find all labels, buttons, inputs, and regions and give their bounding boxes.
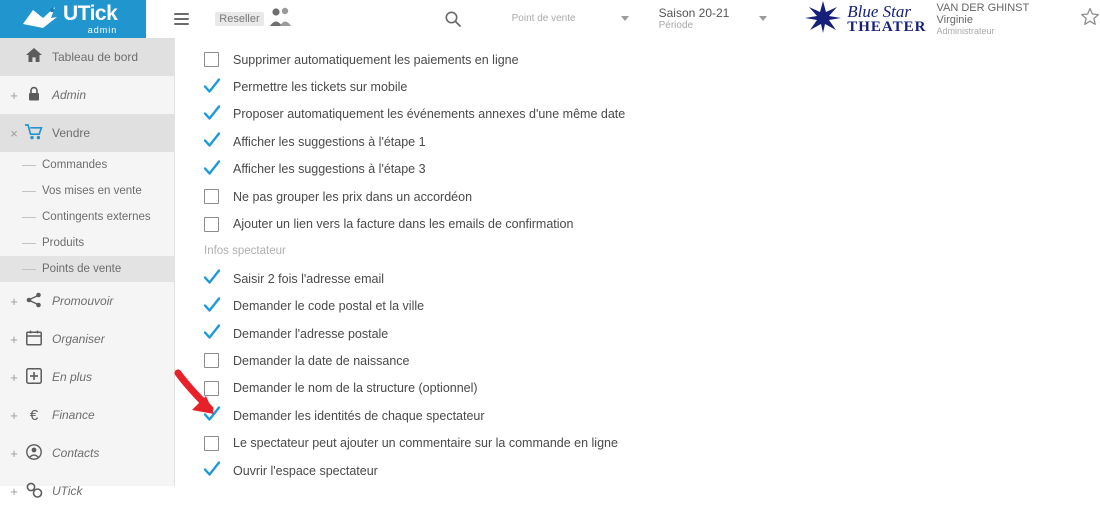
chevron-down-icon [621,16,629,21]
option-row[interactable] [204,347,1100,374]
sidebar-item-contacts[interactable] [0,434,174,472]
checkbox-checked[interactable] [204,326,219,341]
expander-plus[interactable]: + [10,407,18,423]
checkbox-unchecked[interactable] [204,52,219,67]
option-row[interactable] [204,128,1100,155]
option-label: Ouvrir l'espace spectateur [233,463,378,478]
brand-title: UTick [62,2,118,25]
option-label: Supprimer automatiquement les paiements en ligne [233,52,519,67]
sidebar-item-utick[interactable] [0,472,174,510]
tree-line [22,243,36,244]
sidebar-item-label: Vendre [52,126,91,140]
option-row[interactable] [204,457,1100,484]
sidebar-item-en-plus[interactable] [0,358,174,396]
share-icon [20,292,48,311]
option-label: Ajouter un lien vers la facture dans les emails de confirmation [233,217,574,232]
checkbox-checked[interactable] [204,463,219,478]
expander-plus[interactable]: + [10,445,18,461]
calendar-icon [20,330,48,349]
brand-logo-area[interactable] [0,0,146,38]
sidebar [0,38,175,499]
checkbox-checked[interactable] [204,80,219,95]
option-row[interactable] [204,156,1100,183]
reseller-selector[interactable] [215,6,293,33]
sidebar-item-label: Finance [52,408,95,422]
person-icon [20,444,48,463]
star-outline-icon[interactable] [1080,7,1100,32]
tree-line [22,217,36,218]
option-label: Demander les identités de chaque spectateur [233,408,485,423]
gear-icon [20,482,48,501]
expander-plus[interactable]: + [10,483,18,499]
hamburger-menu-icon[interactable] [174,10,189,28]
tree-line [22,269,36,270]
top-bar [0,0,1100,38]
expander-plus[interactable]: + [10,87,18,103]
sidebar-subitem-vos-mises-en-vente[interactable] [0,178,174,204]
option-row[interactable] [204,320,1100,347]
option-row[interactable] [204,429,1100,456]
sidebar-subitem-label: Produits [42,237,85,249]
point-de-vente-selector[interactable] [512,0,629,38]
sidebar-subitem-produits[interactable] [0,230,174,256]
options-list [176,38,1100,484]
option-label: Afficher les suggestions à l'étape 1 [233,134,426,149]
sidebar-item-label: Tableau de bord [52,50,139,64]
sidebar-item-admin[interactable] [0,76,174,114]
sidebar-item-finance[interactable] [0,396,174,434]
saison-selector[interactable] [659,0,768,38]
sidebar-subitem-label: Contingents externes [42,211,151,223]
settings-panel [176,38,1100,486]
checkbox-unchecked[interactable] [204,436,219,451]
tree-line [22,191,36,192]
checkbox-unchecked[interactable] [204,381,219,396]
plus-box-icon [20,368,48,387]
chevron-down-icon [759,16,767,21]
sidebar-item-label: En plus [52,370,93,384]
saison-value: Saison 20-21 [658,6,730,20]
user-menu[interactable] [937,0,1067,38]
sidebar-item-label: Organiser [52,332,105,346]
expander-plus[interactable]: + [10,369,18,385]
checkbox-checked[interactable] [204,134,219,149]
option-label: Afficher les suggestions à l'étape 3 [233,162,426,177]
search-icon[interactable] [444,10,462,28]
utick-bird-logo-icon [21,4,61,34]
checkbox-checked[interactable] [204,299,219,314]
option-row[interactable] [204,375,1100,402]
theater-line2: THEATER [847,19,927,35]
reseller-label: Reseller [215,12,263,26]
tree-line [22,165,36,166]
brand-logo [21,3,117,35]
option-row[interactable] [204,73,1100,100]
option-label: Proposer automatiquement les événements annexes d'une même date [233,107,626,122]
checkbox-unchecked[interactable] [204,189,219,204]
checkbox-checked[interactable] [204,107,219,122]
sidebar-subitem-label: Points de vente [42,263,122,275]
option-row[interactable] [204,293,1100,320]
option-row[interactable] [204,210,1100,237]
option-label: Demander le nom de la structure (optionnel) [233,381,478,396]
option-label: Demander le code postal et la ville [233,299,425,314]
user-role: Administrateur [936,26,995,36]
home-icon [20,48,48,66]
checkbox-checked[interactable] [204,408,219,423]
sidebar-item-label: Promouvoir [52,294,114,308]
vendre-submenu [0,152,174,282]
star-burst-icon [805,1,841,38]
sidebar-item-promouvoir[interactable] [0,282,174,320]
expander-plus[interactable]: + [10,293,18,309]
sidebar-item-label: UTick [52,484,83,498]
sidebar-subitem-commandes[interactable] [0,152,174,178]
option-row[interactable] [204,101,1100,128]
brand-text [63,3,117,35]
sidebar-item-label: Admin [52,88,87,102]
sidebar-subitem-contingents-externes[interactable] [0,204,174,230]
point-de-vente-placeholder: Point de vente [511,13,576,24]
option-label: Le spectateur peut ajouter un commentaire sur la commande en ligne [233,436,618,451]
sidebar-subitem-label: Vos mises en vente [42,185,142,197]
lock-icon [20,86,48,105]
cart-icon [20,124,48,143]
sidebar-item-tableau-de-bord[interactable] [0,38,174,76]
option-row[interactable] [204,46,1100,73]
option-row[interactable] [204,183,1100,210]
checkbox-unchecked[interactable] [204,353,219,368]
expander-plus[interactable]: + [10,331,18,347]
sidebar-item-label: Contacts [52,446,100,460]
theater-name [847,3,926,35]
option-label: Saisir 2 fois l'adresse email [233,271,385,286]
option-label: Ne pas grouper les prix dans un accordéon [233,189,473,204]
saison-label: Période [658,20,694,31]
euro-icon: € [29,406,39,424]
option-label: Permettre les tickets sur mobile [233,80,408,95]
option-row-highlighted[interactable] [204,402,1100,429]
user-name: VAN DER GHINST Virginie [936,2,1029,26]
theater-line1: Blue Star [847,2,911,21]
option-label: Demander la date de naissance [233,353,410,368]
theater-logo [805,1,926,38]
sidebar-subitem-points-de-vente[interactable] [0,256,174,282]
expander-close[interactable]: × [10,125,18,141]
checkbox-unchecked[interactable] [204,217,219,232]
checkbox-checked[interactable] [204,271,219,286]
checkbox-checked[interactable] [204,162,219,177]
sidebar-subitem-label: Commandes [42,159,108,171]
option-label: Demander l'adresse postale [233,326,389,341]
section-title-infos-spectateur: Infos spectateur [204,245,286,258]
brand-subtitle: admin [87,25,118,35]
sidebar-item-vendre[interactable] [0,114,174,152]
people-icon [268,6,294,33]
sidebar-item-organiser[interactable] [0,320,174,358]
option-row[interactable] [204,265,1100,292]
